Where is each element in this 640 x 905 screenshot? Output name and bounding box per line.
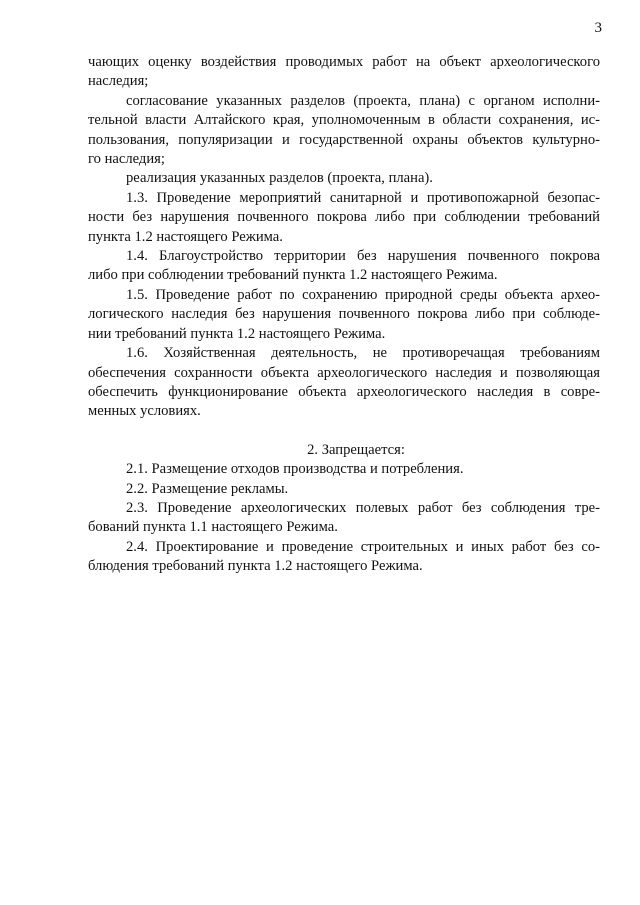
text-line: обеспечения сохранности объекта археологического наследия и позволяющая bbox=[88, 364, 600, 381]
section-heading: 2. Запрещается: bbox=[307, 441, 405, 458]
text-line: реализация указанных разделов (проекта, плана). bbox=[126, 170, 433, 187]
text-line: 1.5. Проведение работ по сохранению природной среды объекта архео- bbox=[126, 286, 600, 303]
text-line: нии требований пункта 1.2 настоящего Режима. bbox=[88, 325, 386, 342]
text-line: согласование указанных разделов (проекта, плана) с органом исполни- bbox=[126, 92, 600, 109]
text-line: пользования, популяризации и государственной охраны объектов культурно- bbox=[88, 131, 600, 148]
text-line: наследия; bbox=[88, 73, 149, 90]
page-number: 3 bbox=[594, 20, 602, 36]
text-line: 2.4. Проектирование и проведение строительных и иных работ без со- bbox=[126, 538, 600, 555]
text-line: 1.3. Проведение мероприятий санитарной и противопожарной безопас- bbox=[126, 189, 600, 206]
text-line: логического наследия без нарушения почвенного покрова либо при соблюде- bbox=[88, 306, 600, 323]
text-line: 2.1. Размещение отходов производства и потребления. bbox=[126, 461, 464, 478]
text-line: 2.3. Проведение археологических полевых работ без соблюдения тре- bbox=[126, 499, 600, 516]
text-line: бований пункта 1.1 настоящего Режима. bbox=[88, 519, 338, 536]
text-line: менных условиях. bbox=[88, 403, 201, 420]
text-line: тельной власти Алтайского края, уполномоченным в области сохранения, ис- bbox=[88, 112, 600, 129]
text-line: 2.2. Размещение рекламы. bbox=[126, 480, 289, 497]
text-line: 1.6. Хозяйственная деятельность, не противоречащая требованиям bbox=[126, 345, 600, 362]
text-line: 1.4. Благоустройство территории без нарушения почвенного покрова bbox=[126, 248, 600, 265]
text-line: обеспечить функционирование объекта археологического наследия в совре- bbox=[88, 383, 600, 400]
text-line: ности без нарушения почвенного покрова либо при соблюдении требований bbox=[88, 209, 600, 226]
text-line: либо при соблюдении требований пункта 1.2 настоящего Режима. bbox=[88, 267, 498, 284]
text-line: го наследия; bbox=[88, 151, 165, 168]
document-body bbox=[88, 53, 600, 577]
text-line: блюдения требований пункта 1.2 настоящего Режима. bbox=[88, 558, 423, 575]
text-line: пункта 1.2 настоящего Режима. bbox=[88, 228, 283, 245]
text-line: чающих оценку воздействия проводимых работ на объект археологического bbox=[88, 54, 600, 70]
